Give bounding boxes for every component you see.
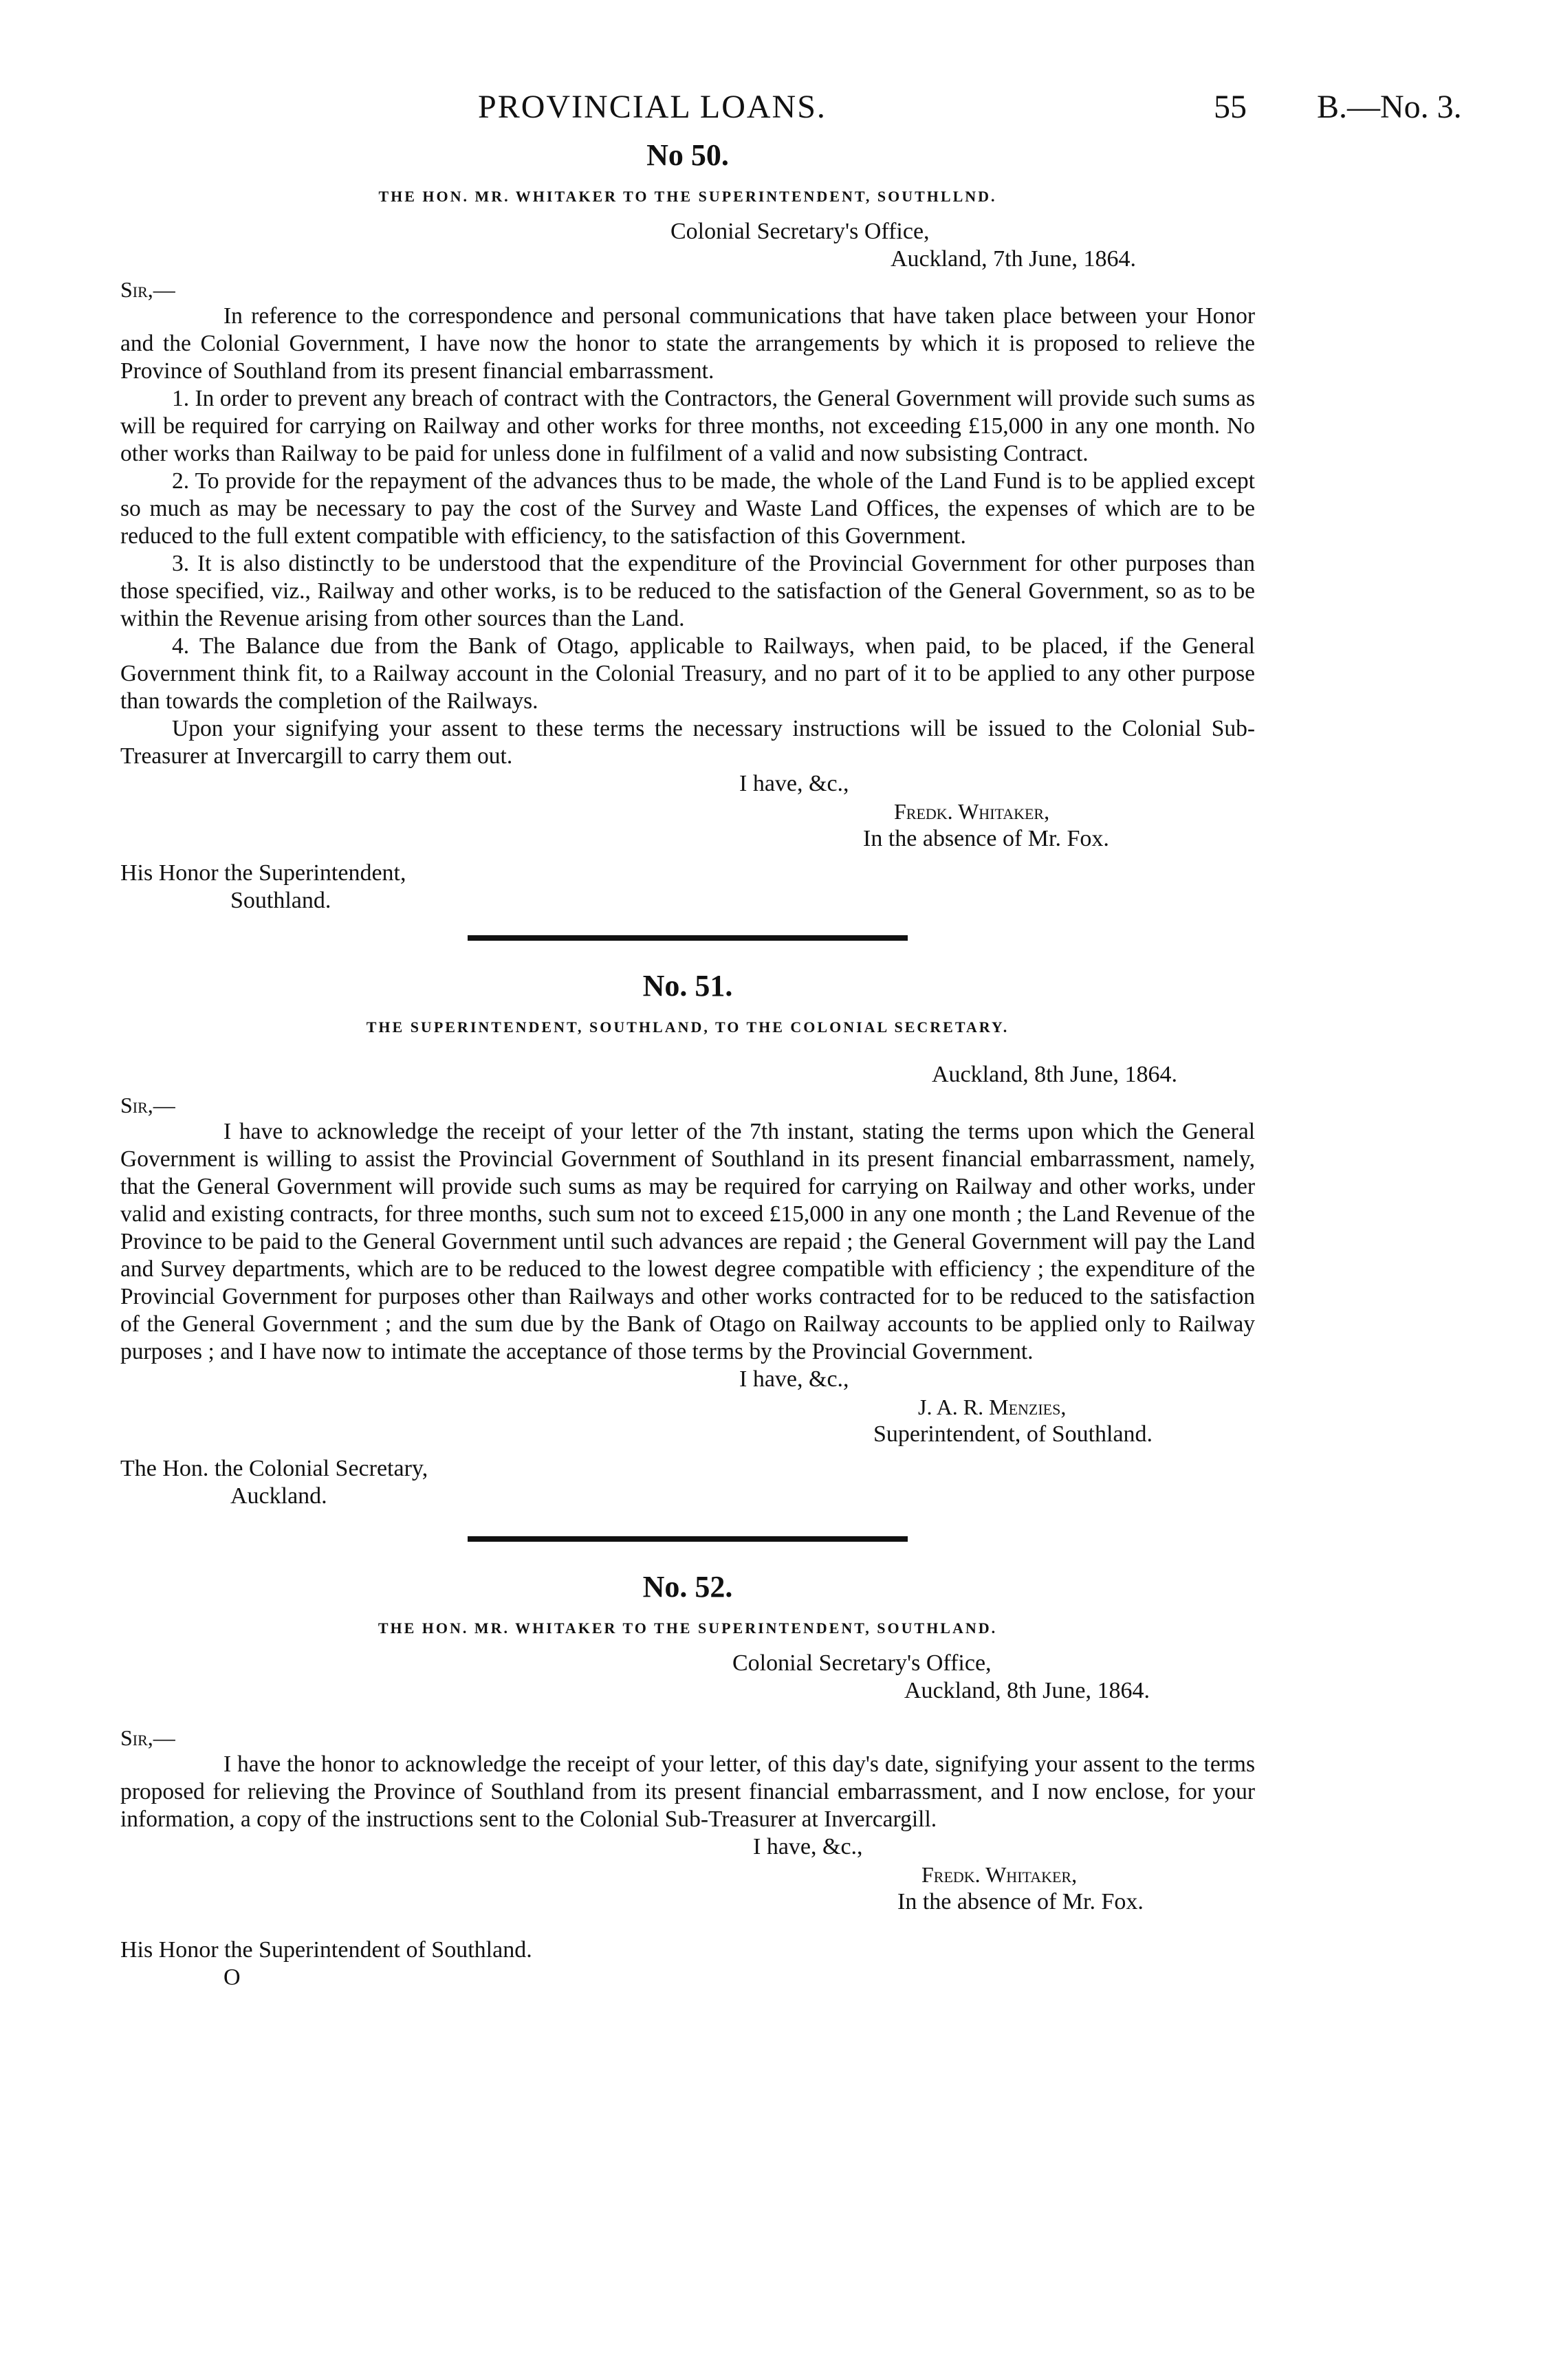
paragraph: 2. To provide for the repayment of the advances thus to be made, the whole of the Land Fund is to be applied except so much as may be necessary to pay the cost of the Survey and Waste Land Offices, the expenses of which are to be reduced to the full extent compatible with efficiency, to the satisfaction of this Government. xyxy=(120,468,1255,549)
signer-title: In the absence of Mr. Fox. xyxy=(863,826,1109,851)
document-reference: B.—No. 3. xyxy=(1317,89,1462,125)
letter-body xyxy=(120,1751,1255,1833)
section-divider xyxy=(468,935,908,941)
addressee-line: His Honor the Superintendent, xyxy=(120,860,406,886)
addressee xyxy=(120,1455,1255,1510)
addressee-line: Auckland. xyxy=(230,1483,327,1509)
paragraph: 4. The Balance due from the Bank of Otago, applicable to Railways, when paid, to be placed, if the General Government think fit, to a Railway account in the Colonial Treasury, and no part of it to be applied to any other purpose than towards the completion of the Railways. xyxy=(120,633,1255,714)
letter-caption: THE SUPERINTENDENT, SOUTHLAND, TO THE COLONIAL SECRETARY. xyxy=(366,1018,1009,1036)
signoff: I have, &c., xyxy=(739,1366,849,1392)
letter-place-date xyxy=(732,1650,1255,1705)
signer-name: Fredk. Whitaker, xyxy=(894,799,1050,824)
signer-title: Superintendent, of Southland. xyxy=(873,1421,1153,1447)
section-divider xyxy=(468,1536,908,1542)
paragraph: 3. It is also distinctly to be understood that the expenditure of the Provincial Government for other purposes than those specified, viz., Railway and other works, is to be reduced to the satisfaction of the General Government, so as to be within the Revenue arising from other sources than the Land. xyxy=(120,551,1255,631)
signature-mark: O xyxy=(223,1965,241,1990)
letter-place: Colonial Secretary's Office, xyxy=(670,219,930,244)
letter-52 xyxy=(120,1569,1255,1991)
letter-number: No. 52. xyxy=(642,1570,733,1604)
signer-title: In the absence of Mr. Fox. xyxy=(897,1889,1144,1914)
letter-date: Auckland, 8th June, 1864. xyxy=(904,1678,1150,1703)
salutation: Sir,— xyxy=(120,277,175,302)
letter-body xyxy=(120,1118,1255,1366)
letter-50 xyxy=(120,138,1255,915)
letter-date: Auckland, 7th June, 1864. xyxy=(891,246,1136,272)
signoff: I have, &c., xyxy=(739,771,849,796)
paragraph: I have to acknowledge the receipt of your letter of the 7th instant, stating the terms upon which the General Government is willing to assist the Provincial Government of Southland in its present financial embarrassment, namely, that the General Government will provide such sums as may be required for carrying on Railway and other works, under valid and existing contracts, for three months, such sum not to exceed £15,000 in any one month ; the Land Revenue of the Province to be paid to the General Government until such advances are repaid ; the General Government will pay the Land and Survey departments, which are to be reduced to the lowest degree compatible with efficiency ; the expenditure of the Provincial Government for purposes other than Railways and other works contracted for to be reduced to the satisfaction of the General Government ; and the sum due by the Bank of Otago on Railway accounts to be applied only to Railway purposes ; and I have now to intimate the acceptance of those terms by the Provincial Government. xyxy=(120,1119,1255,1364)
running-header xyxy=(120,83,1462,138)
document-page xyxy=(120,83,1462,1991)
letter-place-date xyxy=(670,218,1255,273)
paragraph: In reference to the correspondence and personal communications that have taken place between your Honor and the Colonial Government, I have now the honor to state the arrangements by which it is proposed to relieve the Province of Southland from its present financial embarrassment. xyxy=(120,303,1255,384)
letter-number: No. 51. xyxy=(642,969,733,1003)
addressee-line: The Hon. the Colonial Secretary, xyxy=(120,1456,428,1481)
paragraph: Upon your signifying your assent to these terms the necessary instructions will be issued to the Colonial Sub-Treasurer at Invercargill to carry them out. xyxy=(120,716,1255,769)
paragraph: 1. In order to prevent any breach of contract with the Contractors, the General Government will provide such sums as will be required for carrying on Railway and other works for three months, not exceeding £15,000 in any one month. No other works than Railway to be paid for unless done in fulfilment of a valid and now subsisting Contract. xyxy=(120,386,1255,466)
signer-name: Fredk. Whitaker, xyxy=(921,1862,1078,1887)
letter-51 xyxy=(120,968,1255,1510)
salutation: Sir,— xyxy=(120,1093,175,1117)
signer-name: J. A. R. Menzies, xyxy=(918,1395,1067,1419)
paragraph: I have the honor to acknowledge the receipt of your letter, of this day's date, signifying your assent to the terms proposed for relieving the Province of Southland from its present financial embarrassment, and I now enclose, for your information, a copy of the instructions sent to the Colonial Sub-Treasurer at Invercargill. xyxy=(120,1751,1255,1832)
addressee xyxy=(120,860,1255,915)
letter-place-date xyxy=(670,1061,1255,1089)
page-title: PROVINCIAL LOANS. xyxy=(478,89,827,125)
letter-number: No 50. xyxy=(646,138,729,172)
letter-caption: THE HON. MR. WHITAKER TO THE SUPERINTENDENT, SOUTHLLND. xyxy=(378,188,997,205)
addressee xyxy=(120,1936,1255,1964)
addressee-line: Southland. xyxy=(230,888,331,913)
letter-body xyxy=(120,303,1255,770)
letter-date: Auckland, 8th June, 1864. xyxy=(932,1062,1177,1087)
page-number: 55 xyxy=(1214,89,1247,125)
addressee-line: His Honor the Superintendent of Southland. xyxy=(120,1937,532,1963)
salutation: Sir,— xyxy=(120,1725,175,1750)
letter-caption: THE HON. MR. WHITAKER TO THE SUPERINTENDENT, SOUTHLAND. xyxy=(378,1619,998,1637)
signoff: I have, &c., xyxy=(753,1834,863,1859)
letter-place: Colonial Secretary's Office, xyxy=(732,1650,992,1676)
